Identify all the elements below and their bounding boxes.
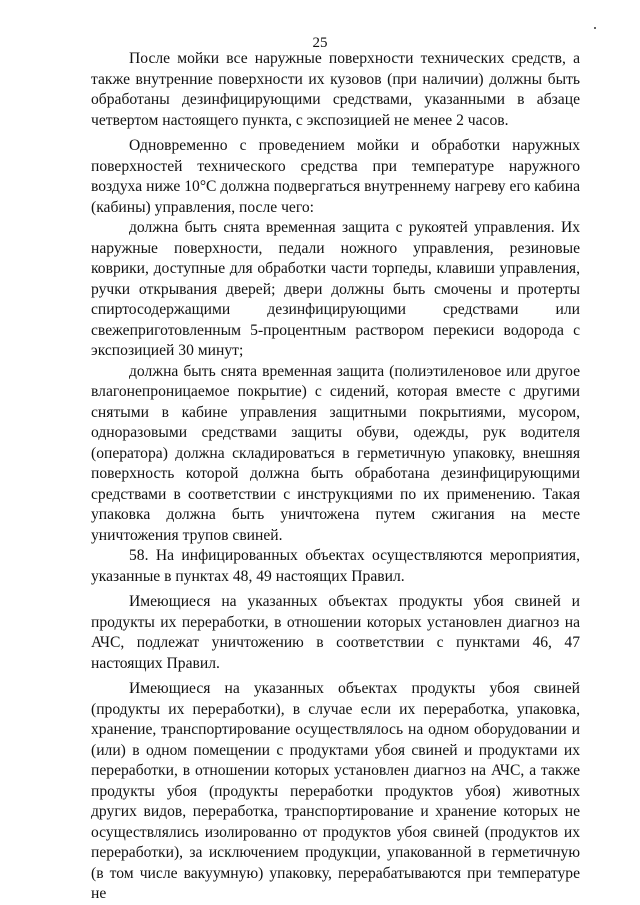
scan-speck [594, 27, 596, 29]
paragraph-item-58: 58. На инфицированных объектах осуществляются мероприятия, указанные в пунктах 48, 49 настоящих Правил. [91, 547, 580, 585]
page-number: 25 [312, 35, 328, 51]
paragraph-cabin-heating: Одновременно с проведением мойки и обработки наружных поверхностей технического средства при температуре наружного воздуха ниже 10°C должна подвергаться внутреннему нагреву его кабина (кабины) управления, после чего: [91, 137, 580, 216]
paragraph-seat-protection: должна быть снята временная защита (полиэтиленовое или другое влагонепроницаемое покрытие) с сидений, которая вместе с другими снятыми в кабине управления защитными покрытиями, мусором, одноразовыми средствами защиты обуви, одежды, рук водителя (оператора) должна складироваться в герметичную упаковку, внешняя поверхность которой должна быть обработана дезинфицирующими средствами в соответствии с инструкциями по их применению. Такая упаковка должна быть уничтожена путем сжигания на месте уничтожения трупов свиней. [91, 362, 580, 544]
paragraph-after-washing: После мойки все наружные поверхности технических средств, а также внутренние поверхности их кузовов (при наличии) должны быть обработаны дезинфицирующими средствами, указанными в абзаце четвертом настоящего пункта, с экспозицией не менее 2 часов. [91, 50, 580, 129]
paragraph-products-destruction: Имеющиеся на указанных объектах продукты убоя свиней и продукты их переработки, в отношении которых установлен диагноз на АЧС, подлежат уничтожению в соответствии с пунктами 46, 47 настоящих Правил. [91, 593, 580, 672]
paragraph-handles-protection: должна быть снята временная защита с рукоятей управления. Их наружные поверхности, педали ножного управления, резиновые коврики, доступные для обработки части торпеды, клавиши управления, ручки открывания дверей; двери должны быть смочены и протерты спиртосодержащими дезинфицирующими средствами или свежеприготовленным 5-процентным раствором перекиси водорода с экспозицией 30 минут; [91, 219, 580, 359]
body-text [91, 49, 580, 905]
paragraph-products-processing: Имеющиеся на указанных объектах продукты убоя свиней (продукты их переработки), в случае если их переработка, упаковка, хранение, транспортирование осуществлялось на одном оборудовании и (или) в одном помещении с продуктами убоя свиней и продуктами их переработки, в отношении которых установлен диагноз на АЧС, а также продукты убоя (продукты переработки продуктов убоя) животных других видов, переработка, транспортирование и хранение которых не осуществлялись изолированно от продуктов убоя свиней (продуктов их переработки), за исключением продукции, упакованной в герметичную (в том числе вакуумную) упаковку, перерабатываются при температуре не [91, 680, 580, 902]
